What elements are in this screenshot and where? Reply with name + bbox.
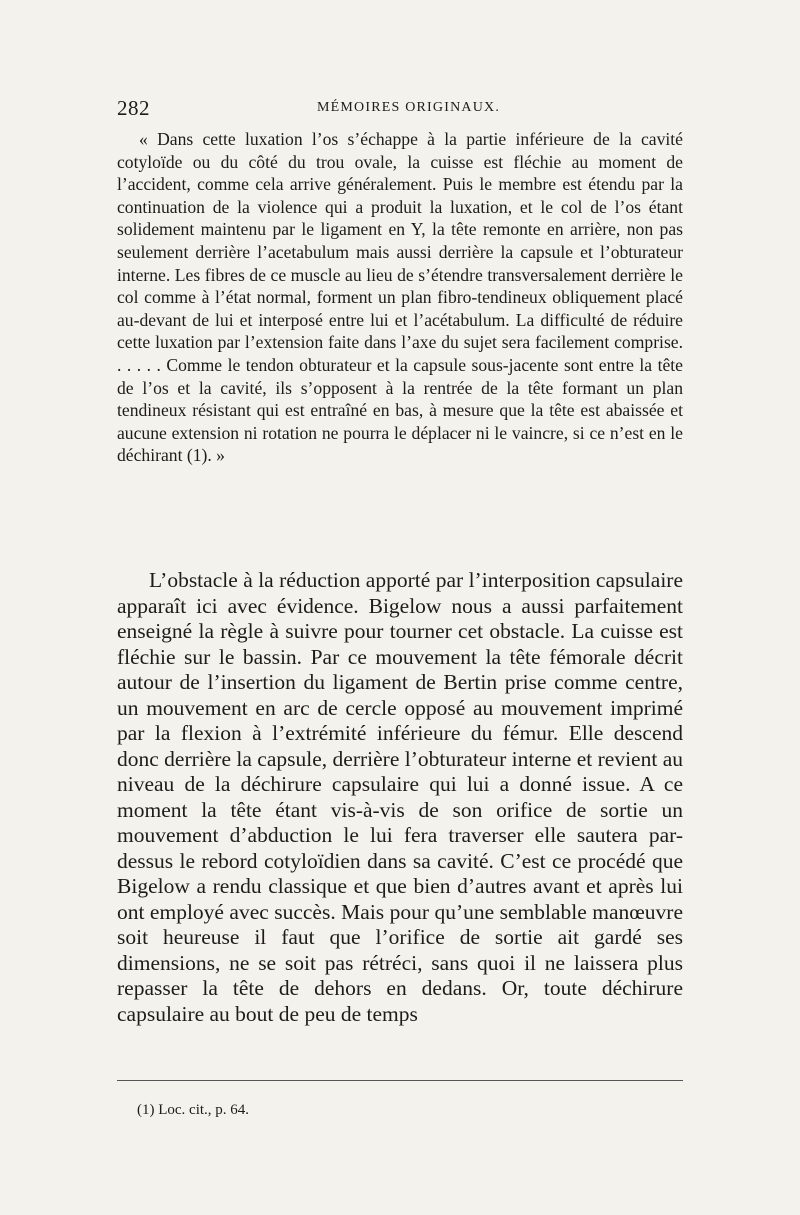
quoted-passage xyxy=(117,128,683,467)
quote-paragraph: « Dans cette luxation l’os s’échappe à la partie inférieure de la cavité cotyloïde ou du côté du trou ovale, la cuisse est fléchie au moment de l’accident, comme cela arrive généralement. Puis le membre est étendu par la continuation de la violence qui a produit la luxation, et le col de l’os étant solidement maintenu par le ligament en Y, la tête remonte en arrière, non pas seulement derrière l’acetabulum mais aussi derrière la capsule et l’obturateur interne. Les fibres de ce muscle au lieu de s’étendre transversalement derrière le col comme à l’état normal, forment un plan fibro-tendineux obliquement placé au-devant de lui et interposé entre lui et l’acétabulum. La difficulté de réduire cette luxation par l’extension faite dans l’axe du sujet sera facilement comprise. . . . . . Comme le tendon obturateur et la capsule sous-jacente sont entre la tête de l’os et la cavité, ils s’opposent à la rentrée de la tête formant un plan tendineux résistant qui est entraîné en bas, à mesure que la tête est abaissée et aucune extension ni rotation ne pourra le déplacer ni le vaincre, si ce n’est en le déchirant (1). » xyxy=(117,129,683,466)
running-title: MÉMOIRES ORIGINAUX. xyxy=(317,100,501,115)
footnote: (1) Loc. cit., p. 64. xyxy=(137,1102,250,1118)
page-number: 282 xyxy=(117,96,150,120)
running-head xyxy=(117,96,683,120)
body-text xyxy=(117,568,683,1027)
body-paragraph: L’obstacle à la réduction apporté par l’interposition capsulaire apparaît ici avec évidence. Bigelow nous a aussi parfaitement enseigné la règle à suivre pour tourner cet obstacle. La cuisse est fléchie sur le bassin. Par ce mouvement la tête fémorale décrit autour de l’insertion du ligament de Bertin prise comme centre, un mouvement en arc de cercle opposé au mouvement imprimé par la flexion à l’extrémité inférieure du fémur. Elle descend donc derrière la capsule, derrière l’obturateur interne et revient au niveau de la déchirure capsulaire qui lui a donné issue. A ce moment la tête étant vis-à-vis de son orifice de sortie un mouvement d’abduction le lui fera traverser elle sautera par-dessus le rebord cotyloïdien dans sa cavité. C’est ce procédé que Bigelow a rendu classique et que bien d’autres avant et après lui ont employé avec succès. Mais pour qu’une semblable manœuvre soit heureuse il faut que l’orifice de sortie ait gardé ses dimensions, ne se soit pas rétréci, sans quoi il ne laissera plus repasser la tête de dehors en dedans. Or, toute déchirure capsulaire au bout de peu de temps xyxy=(117,568,683,1026)
footnote-divider xyxy=(117,1080,683,1081)
